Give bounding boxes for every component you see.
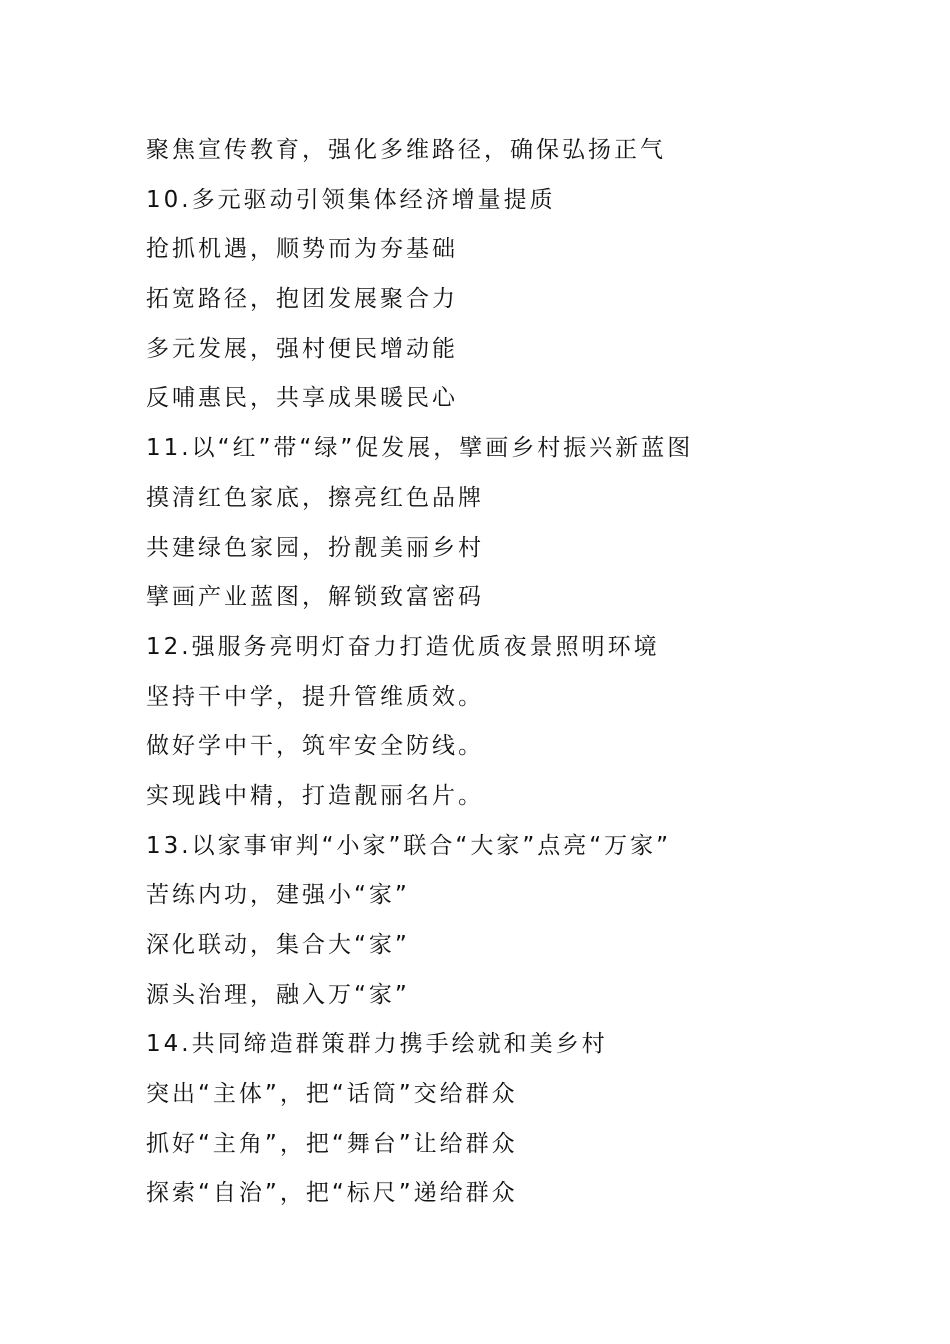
- text-line: 源头治理，融入万“家”: [146, 981, 410, 1008]
- text-line: 聚焦宣传教育，强化多维路径，确保弘扬正气: [146, 137, 666, 163]
- text-line: 擘画产业蓝图，解锁致富密码: [146, 584, 484, 611]
- section-heading-14: 14.共同缔造群策群力携手绘就和美乡村: [146, 1031, 608, 1058]
- text-line: 做好学中干，筑牢安全防线。: [146, 733, 484, 760]
- section-heading-11: 11.以“红”带“绿”促发展，擘画乡村振兴新蓝图: [146, 435, 694, 462]
- text-line: 摸清红色家底，擦亮红色品牌: [146, 484, 484, 511]
- section-heading-10: 10.多元驱动引领集体经济增量提质: [146, 186, 556, 213]
- document-body: [146, 126, 886, 1219]
- text-line: 坚持干中学，提升管维质效。: [146, 683, 484, 710]
- text-line: 抢抓机遇，顺势而为夯基础: [146, 236, 458, 263]
- text-line: 突出“主体”，把“话筒”交给群众: [146, 1081, 518, 1108]
- text-line: 苦练内功，建强小“家”: [146, 882, 410, 909]
- text-line: 反哺惠民，共享成果暖民心: [146, 385, 458, 412]
- text-line: 多元发展，强村便民增动能: [146, 335, 458, 362]
- text-line: 抓好“主角”，把“舞台”让给群众: [146, 1130, 518, 1157]
- section-heading-12: 12.强服务亮明灯奋力打造优质夜景照明环境: [146, 633, 660, 660]
- text-line: 实现践中精，打造靓丽名片。: [146, 782, 484, 809]
- text-line: 拓宽路径，抱团发展聚合力: [146, 286, 458, 313]
- text-line: 深化联动，集合大“家”: [146, 932, 410, 958]
- section-heading-13: 13.以家事审判“小家”联合“大家”点亮“万家”: [146, 832, 672, 859]
- text-line: 共建绿色家园，扮靓美丽乡村: [146, 534, 484, 561]
- text-line: 探索“自治”，把“标尺”递给群众: [146, 1180, 518, 1207]
